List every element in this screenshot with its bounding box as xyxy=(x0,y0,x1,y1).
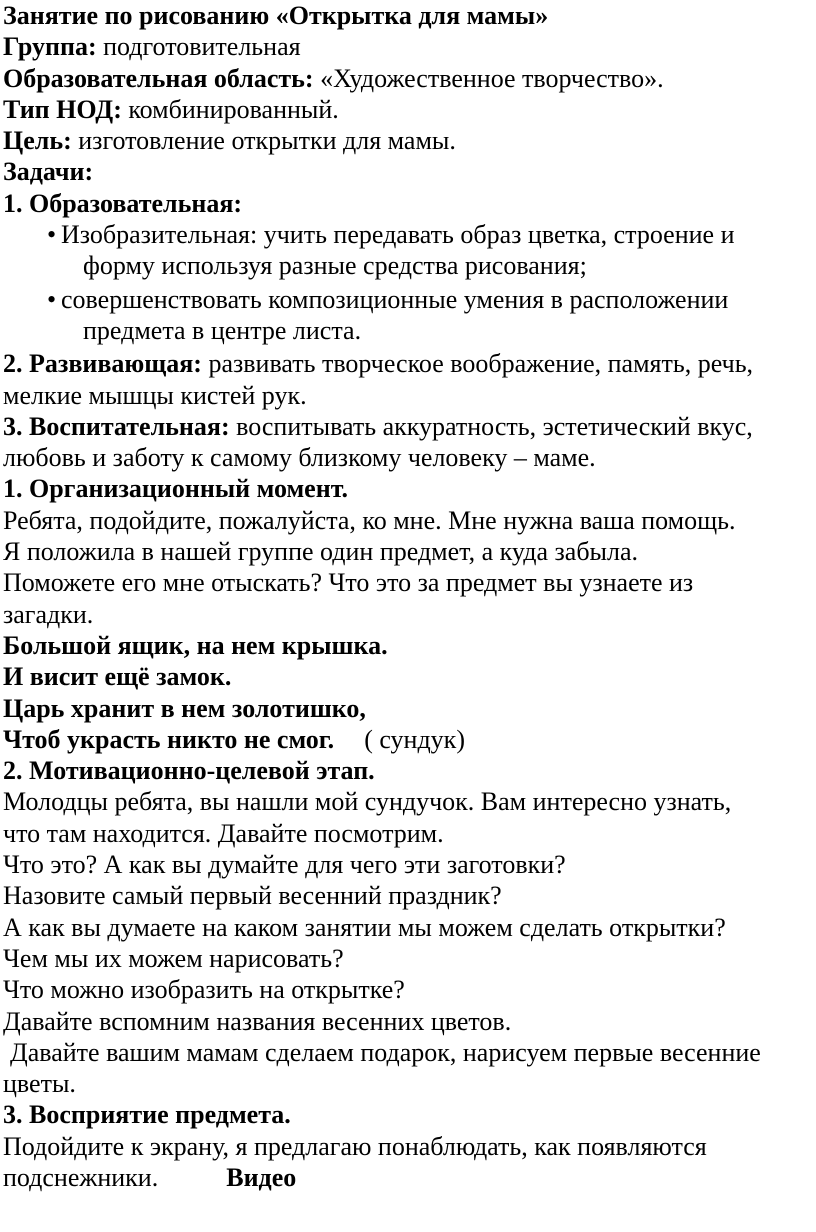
group-line xyxy=(3,31,816,62)
stage2-text-line: Что можно изобразить на открытке? xyxy=(3,975,405,1005)
stage2-text-line: Назовите самый первый весенний праздник? xyxy=(3,881,502,911)
area-line xyxy=(3,63,816,94)
upb-task-text: воспитывать аккуратность, эстетический вкус, xyxy=(229,411,753,441)
dev-task-line xyxy=(3,348,816,379)
stage3-heading: 3. Восприятие предмета. xyxy=(3,1100,291,1130)
stage1-text-line: Поможете его мне отыскать? Что это за предмет вы узнаете из xyxy=(3,568,694,598)
goal-label: Цель: xyxy=(3,126,72,156)
dev-task-line-2: мелкие мышцы кистей рук. xyxy=(3,380,307,410)
dev-task-label: 2. Развивающая: xyxy=(3,349,202,379)
stage2-text-line: что там находится. Давайте посмотрим. xyxy=(3,818,444,848)
stage1-text-line: загадки. xyxy=(3,599,94,629)
stage2-text-line: А как вы думаете на каком занятии мы можем сделать открытки? xyxy=(3,912,726,942)
bullet-text-continued: форму используя разные средства рисования; xyxy=(83,251,587,281)
bullet-icon: • xyxy=(47,220,57,250)
stage2-heading: 2. Мотивационно-целевой этап. xyxy=(3,756,375,786)
type-value: комбинированный. xyxy=(121,94,339,124)
group-value: подготовительная xyxy=(96,32,301,62)
video-label: Видео xyxy=(226,1162,297,1192)
bullet-item xyxy=(3,284,816,347)
stage2-text-line: Что это? А как вы думайте для чего эти заготовки? xyxy=(3,850,566,880)
bullet-item xyxy=(3,219,816,282)
bullet-icon: • xyxy=(47,284,57,314)
stage2-text-line: Молодцы ребята, вы нашли мой сундучок. Вам интересно узнать, xyxy=(3,787,732,817)
goal-line xyxy=(3,125,816,156)
bullet-text: совершенствовать композиционные умения в расположении xyxy=(61,284,729,314)
tasks-heading: Задачи: xyxy=(3,157,94,187)
upb-task-line-2: любовь и заботу к самому близкому человеку – маме. xyxy=(3,443,596,473)
riddle-line: Большой ящик, на нем крышка. xyxy=(3,630,388,660)
stage3-text-line: Подойдите к экрану, я предлагаю понаблюдать, как появляются xyxy=(3,1131,707,1161)
stage3-text-line-2: подснежники. Видео xyxy=(3,1162,297,1192)
stage1-text-line: Ребята, подойдите, пожалуйста, ко мне. Мне нужна ваша помощь. xyxy=(3,505,736,535)
stage2-text-line: Давайте вашим мамам сделаем подарок, нарисуем первые весенние xyxy=(10,1037,761,1067)
riddle-line: Чтоб украсть никто не смог. ( сундук) xyxy=(3,724,465,754)
type-label: Тип НОД: xyxy=(3,94,122,124)
area-value: «Художественное творчество». xyxy=(313,63,664,93)
stage1-text-line: Я положила в нашей группе один предмет, а куда забыла. xyxy=(3,537,639,567)
riddle-line: И висит ещё замок. xyxy=(3,662,232,692)
document-title: Занятие по рисованию «Открытка для мамы» xyxy=(3,1,549,30)
dev-task-text: развивать творческое воображение, память, речь, xyxy=(201,349,754,379)
stage2-text-line: Давайте вспомним названия весенних цветов. xyxy=(3,1006,512,1036)
type-line xyxy=(3,94,816,125)
riddle-line: Царь хранит в нем золотишко, xyxy=(3,693,366,723)
upb-task-line xyxy=(3,411,816,442)
goal-value: изготовление открытки для мамы. xyxy=(71,126,456,156)
area-label: Образовательная область: xyxy=(3,63,314,93)
stage1-heading: 1. Организационный момент. xyxy=(3,474,349,504)
riddle-answer: ( сундук) xyxy=(364,724,465,754)
edu-heading: 1. Образовательная: xyxy=(3,188,243,218)
stage2-text-line: Чем мы их можем нарисовать? xyxy=(3,943,344,973)
bullet-text-continued: предмета в центре листа. xyxy=(83,315,362,345)
upb-task-label: 3. Воспитательная: xyxy=(3,411,230,441)
stage2-text-line: цветы. xyxy=(3,1069,76,1099)
bullet-text: Изобразительная: учить передавать образ цветка, строение и xyxy=(61,220,735,250)
group-label: Группа: xyxy=(3,32,97,62)
